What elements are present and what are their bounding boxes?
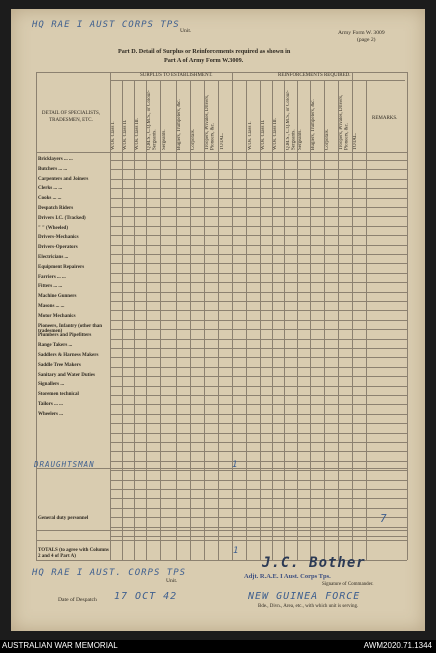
specialist-row-label: Tailors ... ... <box>38 402 63 407</box>
row-divider <box>110 423 407 424</box>
row-divider <box>110 517 407 518</box>
row-divider <box>110 395 407 396</box>
specialist-row-label: Drivers-Operators <box>38 245 78 251</box>
specialist-row-label: Wheelers ... <box>38 411 63 417</box>
row-divider <box>110 348 407 349</box>
row-divider <box>110 386 407 387</box>
unit-handwritten-top: HQ RAE I AUST CORPS TPS <box>32 20 180 30</box>
row-divider <box>110 433 407 434</box>
reinf-column-header: Q.M.S., C.Q.M.S., or Colour-Sergeants. <box>286 90 297 150</box>
table-right-border <box>407 72 408 560</box>
row-divider <box>110 498 407 499</box>
row-divider <box>110 235 407 236</box>
specialist-row-label: Saddle Tree Makers <box>38 362 81 368</box>
row-divider <box>110 254 407 255</box>
row-divider <box>110 169 407 170</box>
totals-value: 1 <box>233 546 240 556</box>
row-divider <box>110 536 407 537</box>
specialist-row-label: Drivers I.C. (Tracked) <box>38 215 86 221</box>
row-divider <box>110 301 407 302</box>
row-divider <box>110 367 407 368</box>
row-divider <box>110 527 407 528</box>
specialist-row-label: Butchers ... ... <box>38 166 68 172</box>
specialist-row-label: Masons ... ... <box>38 304 65 309</box>
unit-handwritten-bottom: HQ RAE I AUST. CORPS TPS <box>32 568 187 578</box>
row-divider <box>110 263 407 264</box>
formation-handwritten: NEW GUINEA FORCE <box>248 591 361 602</box>
surplus-column-header: Q.M.S., C.Q.M.S., or Colour-Sergeants. <box>147 90 158 150</box>
row-divider <box>110 489 407 490</box>
row-divider <box>110 451 407 452</box>
specialist-row-label: Machine Gunners <box>38 294 77 300</box>
row-divider <box>110 198 407 199</box>
draughtsman-total: 1 <box>232 460 239 470</box>
row-divider <box>110 216 407 217</box>
surplus-column-header: W.Os. Class I. <box>111 121 116 150</box>
row-divider <box>110 339 407 340</box>
row-divider <box>110 310 407 311</box>
despatch-date: 17 OCT 42 <box>114 591 178 602</box>
specialist-row-label: Sanitary and Water Duties <box>38 372 95 378</box>
surplus-column-header: W.Os. Class III. <box>135 118 140 150</box>
remarks-header: REMARKS. <box>372 116 398 121</box>
specialist-row-label: Clerks ... ... <box>38 186 63 192</box>
specialist-row-label: Carpenters and Joiners <box>38 176 89 182</box>
unit-label-top: Unit. <box>180 28 192 34</box>
general-duty-label: General duty personnel <box>38 516 89 521</box>
column-divider <box>232 72 233 560</box>
general-duty-remark: 7 <box>380 512 388 525</box>
row-divider <box>110 188 407 189</box>
form-title-line2: Part A of Army Form W.3009. <box>164 57 244 64</box>
reinf-column-header: W.Os. Class III. <box>273 118 278 150</box>
form-title-line1: Part D. Detail of Surplus or Reinforcements required as shown in <box>118 48 291 55</box>
row-divider <box>110 461 407 462</box>
reinf-column-header: Corporals. <box>325 129 330 150</box>
specialist-row-label: Signallers ... <box>38 382 65 388</box>
specialist-row-label: Farriers ... ... <box>38 274 66 280</box>
specialist-row-label: Motor Mechanics <box>38 313 76 319</box>
credit-left: AUSTRALIAN WAR MEMORIAL <box>2 641 118 650</box>
reinf-column-header: Sergeants. <box>298 129 303 150</box>
surplus-header: SURPLUS TO ESTABLISHMENT. <box>140 73 213 78</box>
specialist-row-label: " " (Wheeled) <box>38 225 68 231</box>
table-left-border <box>36 72 37 560</box>
specialist-row-label: Equipment Repairers <box>38 264 85 270</box>
row-divider <box>110 357 407 358</box>
row-divider <box>110 282 407 283</box>
specialist-row-label: Storemen technical <box>38 392 79 398</box>
reinf-column-header: Troopers, Privates, Drivers, Pioneers, &c. <box>339 94 350 150</box>
specialist-row-label: Cooks ... ... <box>38 196 62 202</box>
row-divider <box>110 470 407 471</box>
specialist-row-label: Bricklayers ... ... <box>38 157 73 162</box>
surplus-column-header: TOTAL. <box>220 132 225 150</box>
row-divider <box>110 179 407 180</box>
formation-caption: Bde., Divn., Area, etc., with which unit is serving. <box>258 604 359 609</box>
signature-caption: Signature of Commander. <box>322 582 374 587</box>
signature: J.C. Bother <box>262 555 366 571</box>
row-divider <box>110 480 407 481</box>
reinf-column-header: W.Os. Class I. <box>248 121 253 150</box>
specialist-row-label: Electricians ... <box>38 255 69 260</box>
row-divider <box>110 160 407 161</box>
specialist-row-label: Range Takers ... <box>38 343 73 349</box>
row-divider <box>110 273 407 274</box>
surplus-column-header: Buglers, Trumpeters, &c. <box>177 99 182 150</box>
surplus-column-header: Sergeants. <box>162 129 167 150</box>
specialist-row-label: Saddlers & Harness Makers <box>38 353 99 358</box>
row-divider <box>110 320 407 321</box>
surplus-column-header: W.Os. Class II. <box>123 119 128 150</box>
specialist-row-label: Fitters ... ... <box>38 284 63 290</box>
row-divider <box>110 329 407 330</box>
row-divider <box>110 245 407 246</box>
row-divider <box>110 292 407 293</box>
row-divider <box>110 442 407 443</box>
row-divider <box>110 207 407 208</box>
totals-label: TOTALS (to agree with Columns 2 and 4 of Part A) <box>38 548 109 559</box>
row-divider <box>110 226 407 227</box>
row-divider <box>110 376 407 377</box>
surplus-column-header: Troopers, Privates, Drivers, Pioneers, &c. <box>205 94 216 150</box>
row-divider <box>110 414 407 415</box>
unit-label-bottom: Unit. <box>166 578 178 584</box>
reinf-column-header: TOTAL. <box>353 132 358 150</box>
specialist-row-label: Drivers-Mechanics <box>38 235 79 241</box>
row-divider <box>110 508 407 509</box>
signature-role-stamp: Adjt. R.A.E. I Aust. Corps Tps. <box>244 573 331 580</box>
reinf-column-header: Buglers, Trumpeters, &c. <box>311 99 316 150</box>
reinf-column-header: W.Os. Class II. <box>261 119 266 150</box>
credit-right: AWM2020.71.1344 <box>363 641 432 650</box>
row-divider <box>36 540 407 541</box>
specialist-row-label: Plumbers and Pipefitters <box>38 333 92 339</box>
credit-bar <box>0 640 436 653</box>
specialists-header: DETAIL OF SPECIALISTS, TRADESMEN, ETC. <box>41 111 101 123</box>
row-divider <box>36 530 407 531</box>
handwritten-row-draughtsman: DRAUGHTSMAN <box>34 460 95 469</box>
reinforcements-header: REINFORCEMENTS REQUIRED. <box>278 73 351 78</box>
row-divider <box>110 404 407 405</box>
specialist-row-label: Despatch Riders <box>38 206 74 211</box>
group-header-divider <box>110 80 405 81</box>
despatch-label: Date of Despatch <box>58 597 97 603</box>
form-page-number: (page 2) <box>357 37 376 43</box>
specialist-row-label: Pioneers, Infantry (other than tradesmen) <box>38 323 103 335</box>
surplus-column-header: Corporals. <box>191 129 196 150</box>
form-name: Army Form W. 3009 <box>338 30 385 36</box>
